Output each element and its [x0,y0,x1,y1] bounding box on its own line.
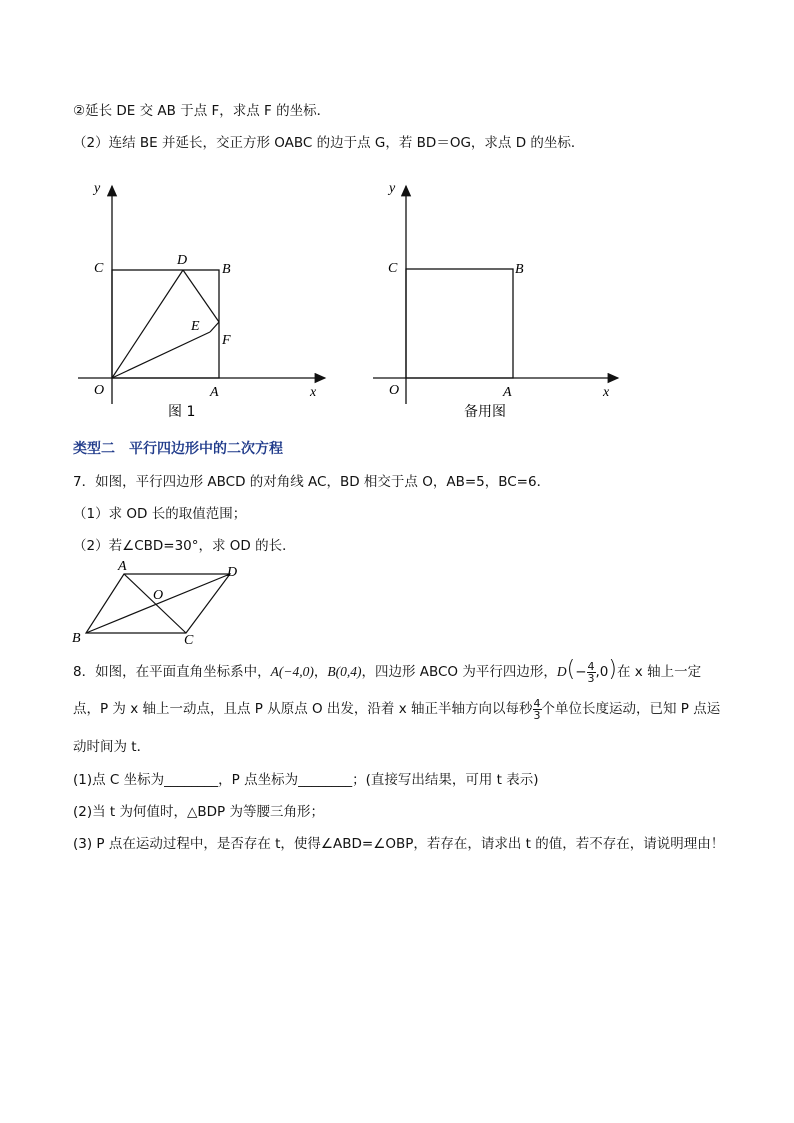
diagonal-ac [124,574,186,633]
figure-2 [365,172,635,422]
figure-parallelogram [66,558,256,650]
point-b: B(0,4) [327,664,362,679]
square-oabc [112,270,219,378]
point-d-fraction: $\frac{4}{3}$ [587,659,595,685]
label-o: O [389,383,400,398]
q8-line1: 8．如图，在平面直角坐标系中，A(−4,0)，B(0,4)，四边形 ABCO 为平行四边形，D(− $\frac{4}{3}$ ,0)在 x 轴上一定 [73,657,702,685]
label-b: B [515,262,524,277]
square-oabc [406,269,513,378]
point-d-prefix: D [556,664,567,679]
figure-2-caption: 备用图 [464,404,506,420]
label-d: D [227,565,238,580]
label-x: x [603,385,610,400]
label-a: A [503,385,512,400]
label-b: B [222,262,231,277]
q8-part1: (1)点 C 坐标为________，P 点坐标为________；(直接写出结果，可用 t 表示) [73,772,539,788]
figure-1 [70,172,350,422]
point-d-sign: − [575,664,587,680]
q8-parallelogram-text: ，四边形 ABCO 为平行四边形， [361,664,557,680]
label-o: O [153,588,164,603]
label-b: B [72,631,81,646]
q6-part1-2: ②延长 DE 交 AB 于点 F，求点 F 的坐标． [73,103,331,119]
q8-line3: 动时间为 t． [73,739,151,755]
separator: ， [313,664,328,680]
q8-motion-text: 点，P 为 x 轴上一动点，且点 P 从原点 O 出发，沿着 x 轴正半轴方向以每秒 [73,701,533,717]
q7-stem: 7．如图，平行四边形 ABCD 的对角线 AC，BD 相交于点 O，AB=5，BC=6． [73,474,551,490]
q8-line2 [73,691,720,727]
segment-df [183,270,219,322]
label-d: D [177,253,188,268]
label-c: C [388,261,398,276]
label-e: E [191,319,200,334]
q8-intro: 8．如图，在平面直角坐标系中， [73,664,271,680]
label-y: y [94,181,101,196]
label-a: A [118,559,127,574]
section-title: 类型二 平行四边形中的二次方程 [73,441,283,457]
label-x: x [310,385,317,400]
label-c: C [184,633,194,648]
point-a: A(−4,0) [270,664,314,679]
label-f: F [222,333,231,348]
q8-motion-text-2: 个单位长度运动，已知 P 点运 [541,701,721,717]
q7-part2: （2）若∠CBD=30°，求 OD 的长． [73,538,296,554]
point-d-suffix: ,0 [595,664,609,680]
q7-part1: （1）求 OD 长的取值范围； [73,506,247,522]
label-y: y [389,181,396,196]
speed-fraction: $\frac{4}{3}$ [533,696,541,722]
label-c: C [94,261,104,276]
label-o: O [94,383,105,398]
q8-part3: (3) P 点在运动过程中，是否存在 t，使得∠ABD=∠OBP，若存在，请求出 t 的值，若不存在，请说明理由！ [73,836,725,852]
q6-part2: （2）连结 BE 并延长，交正方形 OABC 的边于点 G，若 BD＝OG，求点 D 的坐标． [73,135,585,151]
q8-fixed-point-text: 在 x 轴上一定 [617,664,702,680]
q8-part2: (2)当 t 为何值时，△BDP 为等腰三角形； [73,804,324,820]
label-a: A [210,385,219,400]
figure-1-caption: 图 1 [168,404,196,420]
segment-ef [210,322,219,332]
